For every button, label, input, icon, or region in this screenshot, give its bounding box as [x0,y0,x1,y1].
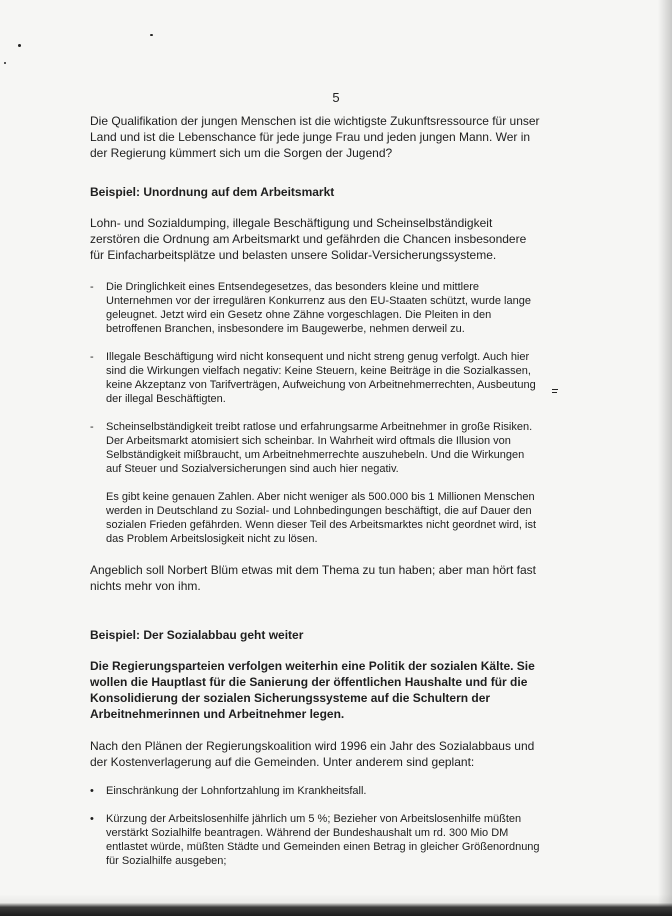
list-item-text: Die Dringlichkeit eines Entsendegesetzes, das besonders kleine und mittlere Unternehmen vor der irregulären Konkurrenz aus den EU-Staaten schützt, wurde lange geleugnet. Jetzt wird ein Gesetz ohne Zähne vorgeschlagen. Die Pleiten in den betroffenen Branchen, insbesondere im Baugewerbe, nehmen derweil zu. [106,281,531,335]
section-heading-arbeitsmarkt: Beispiel: Unordnung auf dem Arbeitsmarkt [90,185,335,199]
plan-intro-paragraph: Nach den Plänen der Regierungskoalition wird 1996 ein Jahr des Sozialabbaus und der Kostenverlagerung auf die Gemeinden. Unter anderem sind geplant: [90,739,535,769]
list-item-text: Kürzung der Arbeitslosenhilfe jährlich um 5 %; Bezieher von Arbeitslosenhilfe müßten verstärkt Sozialhilfe beantragen. Während der Bundeshaushalt um rd. 300 Mio DM entlastet würde, müßten Städte und Gemeinden einen Betrag in gleicher Größenordnung für Sozialhilfe ausgeben; [106,813,540,867]
list-item [90,812,540,868]
section-heading-sozialabbau: Beispiel: Der Sozialabbau geht weiter [90,628,304,642]
intro-paragraph: Die Qualifikation der jungen Menschen ist die wichtigste Zukunftsressource für unser Land und ist die Lebenschance für jede junge Frau und jeden jungen Mann. Wer in der Regierung kümmert sich um die Sorgen der Jugend? [90,114,540,160]
page-number: 5 [332,90,340,105]
scan-speck [4,62,6,64]
dash-list [90,280,540,476]
list-item [90,784,540,798]
list-item [90,350,540,406]
scan-speck [150,34,153,36]
scan-edge-shadow [658,0,672,916]
scan-speck [18,44,21,47]
list-item-text: Scheinselbständigkeit treibt ratlose und erfahrungsarme Arbeitnehmer in große Risiken. Der Arbeitsmarkt atomisiert sich scheinbar. In Wahrheit wird oftmals die Illusion von Selbständigkeit mißbraucht, um Arbeitnehmerrechte auszuhebeln. Und die Wirkungen auf Steuer und Sozialversicherungen sind auch hier negativ. [106,421,533,475]
scan-speck [552,389,558,390]
scan-bottom-edge [0,894,672,916]
bold-lead-paragraph: Die Regierungsparteien verfolgen weiterhin eine Politik der sozialen Kälte. Sie wollen die Hauptlast für die Sanierung der öffentlichen Haushalte und für die Konsolidierung der sozialen Sicherungssysteme auf die Schultern der Arbeitnehmerinnen und Arbeitnehmer legen. [90,659,535,721]
dash-marker: - [90,351,94,363]
statistics-paragraph: Es gibt keine genauen Zahlen. Aber nicht weniger als 500.000 bis 1 Millionen Menschen werden in Deutschland zu Sozial- und Lohnbedingungen beschäftigt, die auf Dauer den sozialen Frieden gefährden. Wenn dieser Teil des Arbeitsmarktes nicht geordnet wird, ist das Problem Arbeitslosigkeit nicht zu lösen. [106,491,537,545]
bullet-marker: • [90,785,94,797]
document-body [90,113,540,882]
bullet-marker: • [90,813,94,825]
list-item [90,280,540,336]
closing-paragraph: Angeblich soll Norbert Blüm etwas mit dem Thema zu tun haben; aber man hört fast nichts mehr von ihm. [90,563,536,593]
section-lead-paragraph: Lohn- und Sozialdumping, illegale Beschäftigung und Scheinselbständigkeit zerstören die Ordnung am Arbeitsmarkt und gefährden die Chancen insbesondere für Einfacharbeitsplätze und belasten unsere Solidar-Versicherungssysteme. [90,216,527,262]
list-item [90,420,540,476]
list-item-text: Illegale Beschäftigung wird nicht konsequent und nicht streng genug verfolgt. Auch hier sind die Wirkungen vielfach negativ: Keine Steuern, keine Beiträge in die Sozialkassen, keine Akzeptanz von Tarifverträgen, Aufweichung von Arbeitnehmerrechten, Ausbeutung der illegal Beschäftigten. [106,351,536,405]
dash-marker: - [90,421,94,433]
bullet-list [90,784,540,868]
list-item-text: Einschränkung der Lohnfortzahlung im Krankheitsfall. [106,785,367,797]
scan-speck [552,392,557,393]
dash-marker: - [90,281,94,293]
